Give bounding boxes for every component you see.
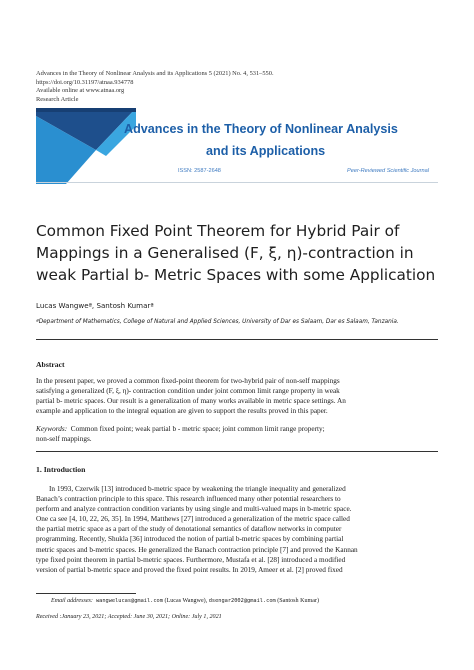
footnote-rule: [36, 593, 136, 594]
dates-line: Received :January 23, 2021; Accepted: June 30, 2021; Online: July 1, 2021: [36, 614, 222, 620]
keywords-block: [36, 424, 325, 444]
intro-line: type fixed point theorem in partial b-metric spaces. Furthermore, Mustafa et al. [28] introduced a modified: [36, 555, 346, 564]
abstract-line: In the present paper, we proved a common fixed-point theorem for two-hybrid pair of non-self mappings: [36, 377, 340, 385]
intro-line: perform and analyze contraction condition variants by using single and multi-valued maps in b-metric space.: [36, 505, 352, 514]
issn-label: ISSN: 2587-2648: [178, 168, 221, 174]
abstract-line: partial b- metric spaces. Our result is a generalization of many works available in metric space settings. An: [36, 397, 346, 406]
journal-banner: [36, 106, 438, 184]
intro-line: the partial metric space as a part of the study of denotational semantics of dataflow networks in computer: [36, 525, 342, 534]
intro-heading: 1. Introduction: [36, 465, 86, 474]
title-line-3: weak Partial b- Metric Spaces with some Application: [36, 266, 436, 285]
email-owner-1: (Lucas Wangwe),: [164, 598, 208, 604]
citation-line: Advances in the Theory of Nonlinear Analysis and its Applications 5 (2021) No. 4, 531–550.: [36, 70, 274, 77]
journal-citation-block: [36, 70, 274, 104]
keywords-text: Common fixed point; weak partial b - metric space; joint common limit range property;: [70, 425, 325, 433]
intro-line: programming. Recently, Shukla [36] introduced the notion of partial b-metric spaces by combining partial: [36, 535, 344, 544]
intro-line: metric spaces and b-metric spaces. He generalized the Banach contraction principle [7] and proved the Kannan: [36, 545, 358, 554]
article-type: Research Article: [36, 95, 79, 103]
divider-bottom: [36, 451, 438, 452]
intro-line: version of partial b-metric space and proved the fixed point results. In 2019, Ameer et al. [2] proved fixed: [36, 565, 343, 574]
author-list: Lucas Wangweª, Santosh Kumarª: [36, 301, 154, 310]
title-line-2: Mappings in a Generalised (F, ξ, η)-contraction in: [36, 244, 414, 263]
email-link-1[interactable]: wangwelucas@gmail.com: [95, 598, 163, 604]
intro-line: Banach’s contraction principle to this space. This research influenced many other potential researchers to: [36, 495, 341, 504]
doi-link[interactable]: https://doi.org/10.31197/atnaa.934778: [36, 78, 134, 86]
abstract-body: [36, 376, 346, 416]
paper-title: [36, 220, 441, 287]
keywords-label: Keywords:: [36, 425, 68, 433]
keywords-text-cont: non-self mappings.: [36, 435, 92, 444]
abstract-heading: Abstract: [36, 360, 65, 369]
intro-line: In 1993, Czerwik [13] introduced b-metric space by weakening the triangle inequality and generalized: [49, 485, 346, 493]
intro-body: [36, 484, 358, 575]
abstract-line: example and application to the integral equation are given to support the results proved in this paper.: [36, 407, 328, 416]
peer-review-label: Peer-Reviewed Scientific Journal: [347, 168, 429, 174]
divider-top: [36, 339, 438, 340]
affiliation: ªDepartment of Mathematics, College of Natural and Applied Sciences, University of Dar es Salaam, Dar es Salaam, Tanzania.: [36, 319, 399, 325]
email-owner-2: (Santosh Kumar): [277, 598, 320, 604]
email-footnote: [51, 598, 319, 604]
journal-logo-icon: [36, 106, 136, 184]
banner-divider: [36, 182, 438, 183]
intro-line: One ca see [4, 10, 22, 26, 35]. In 1994, Matthews [27] introduced a generalization of the metric space called: [36, 515, 350, 524]
email-link-2[interactable]: dsengar2002@gmail.com: [208, 598, 276, 604]
email-label: Email addresses:: [51, 598, 93, 604]
journal-title-line1: Advances in the Theory of Nonlinear Analysis: [124, 122, 398, 136]
website-line: Available online at www.atnaa.org: [36, 87, 125, 95]
journal-title-line2: and its Applications: [206, 144, 326, 158]
title-line-1: Common Fixed Point Theorem for Hybrid Pair of: [36, 222, 400, 240]
abstract-line: satisfying a generalized (F, ξ, η)- contraction condition under joint common limit range property in weak: [36, 387, 340, 396]
